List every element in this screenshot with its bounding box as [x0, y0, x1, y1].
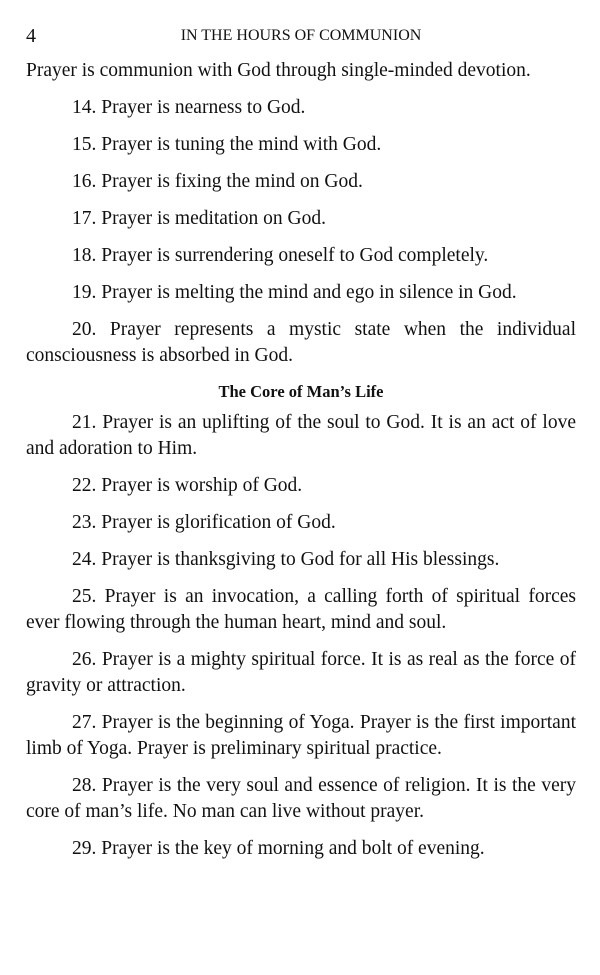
paragraph: 26. Prayer is a mighty spiritual force. It is as real as the force of gravity or attraction. [26, 649, 576, 696]
paragraph: 21. Prayer is an uplifting of the soul to God. It is an act of love and adoration to Him. [26, 412, 576, 459]
paragraph: 14. Prayer is nearness to God. [72, 97, 306, 118]
paragraph: 18. Prayer is surrendering oneself to God completely. [72, 245, 489, 266]
paragraph: 23. Prayer is glorification of God. [72, 512, 336, 533]
page-header [26, 22, 576, 50]
paragraph: 24. Prayer is thanksgiving to God for all His blessings. [72, 549, 500, 570]
paragraph: 15. Prayer is tuning the mind with God. [72, 134, 382, 155]
section-heading: The Core of Man’s Life [218, 382, 384, 401]
paragraph: 27. Prayer is the beginning of Yoga. Prayer is the first important limb of Yoga. Prayer is preliminary spiritual practice. [26, 712, 576, 759]
paragraph: Prayer is communion with God through single-minded devotion. [26, 60, 531, 81]
running-title: IN THE HOURS OF COMMUNION [180, 27, 422, 44]
paragraph: 25. Prayer is an invocation, a calling forth of spiritual forces ever flowing through the human heart, mind and soul. [26, 586, 576, 633]
paragraph: 22. Prayer is worship of God. [72, 475, 303, 496]
paragraph: 28. Prayer is the very soul and essence of religion. It is the very core of man’s life. No man can live without prayer. [26, 775, 576, 822]
page-number: 4 [26, 25, 36, 47]
paragraph: 16. Prayer is fixing the mind on God. [72, 171, 363, 192]
book-page [26, 22, 576, 873]
paragraph: 29. Prayer is the key of morning and bolt of evening. [72, 838, 485, 859]
paragraph: 19. Prayer is melting the mind and ego in silence in God. [72, 282, 517, 303]
paragraph: 17. Prayer is meditation on God. [72, 208, 327, 229]
paragraph: 20. Prayer represents a mystic state when the individual consciousness is absorbed in God. [26, 319, 576, 366]
